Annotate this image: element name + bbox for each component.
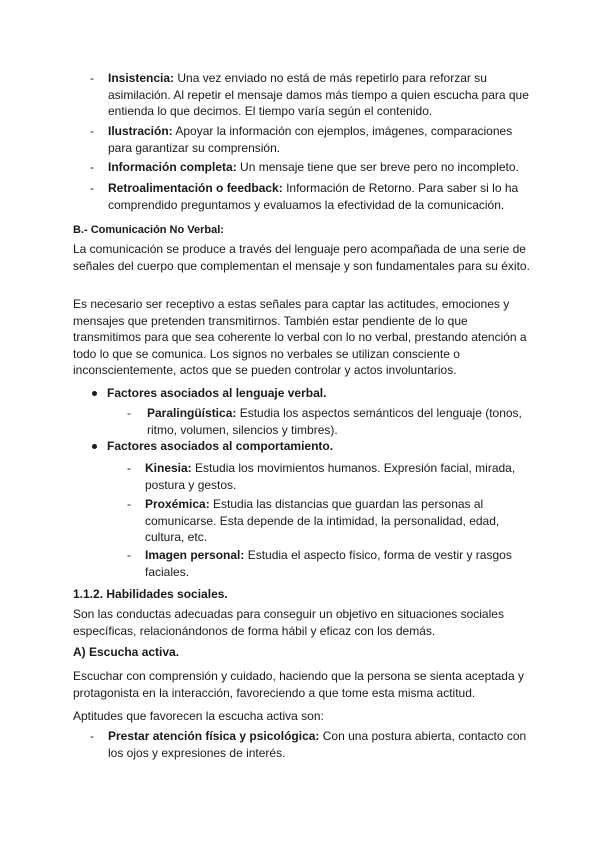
paragraph: Es necesario ser receptivo a estas señales para captar las actitudes, emociones y mensajes que pretenden transmitirnos. También estar pendiente de lo que transmitimos para que sea coherente lo verbal con lo no verbal, prestando atención a todo lo que se comunica. Los signos no verbales se utilizan consciente o inconscientemente, actos que se pueden controlar y actos involuntarios. [73, 297, 527, 377]
list-item [90, 180, 530, 213]
section-heading: 1.1.2. Habilidades sociales. [73, 587, 228, 601]
item-term: Retroalimentación o feedback: [108, 181, 283, 195]
paragraph: Aptitudes que favorecen la escucha activa son: [73, 709, 324, 723]
bullet-marker [92, 391, 97, 396]
item-term: Prestar atención física y psicológica: [108, 729, 320, 743]
item-desc: Estudia los movimientos humanos. Expresión facial, mirada, postura y gestos. [145, 461, 516, 492]
item-term: Ilustración: [108, 124, 173, 138]
list-item [127, 405, 527, 438]
factor-title: Factores asociados al comportamiento. [107, 439, 334, 453]
bullet-marker [92, 444, 97, 449]
dash-marker: - [90, 181, 94, 195]
item-desc: Apoyar la información con ejemplos, imágenes, comparaciones para garantizar su comprensión. [108, 124, 513, 155]
dash-marker: - [90, 160, 94, 174]
item-term: Proxémica: [145, 497, 210, 511]
item-desc: Información de Retorno. Para saber si lo ha comprendido preguntamos y evaluamos la efectividad de la comunicación. [108, 181, 519, 212]
dash-marker: - [90, 71, 94, 85]
dash-marker: - [127, 548, 131, 562]
dash-marker: - [90, 729, 94, 743]
item-desc: Una vez enviado no está de más repetirlo para reforzar su asimilación. Al repetir el mensaje damos más tiempo a quien escucha para que entienda lo que decimos. El tiempo varía según el contenido. [108, 71, 529, 118]
dash-marker: - [127, 497, 131, 511]
list-item [127, 496, 527, 546]
factor-title: Factores asociados al lenguaje verbal. [107, 386, 327, 400]
item-term: Kinesia: [145, 461, 192, 475]
list-item [90, 728, 530, 761]
list-item [90, 123, 530, 156]
paragraph: Son las conductas adecuadas para conseguir un objetivo en situaciones sociales específicas, relacionándonos de forma hábil y eficaz con los demás. [73, 607, 504, 638]
item-desc: Estudia las distancias que guardan las personas al comunicarse. Esta depende de la intimidad, la personalidad, edad, cultura, etc. [145, 497, 500, 544]
list-item [90, 70, 530, 120]
item-desc: Estudia el aspecto físico, forma de vestir y rasgos faciales. [145, 548, 512, 579]
item-desc: Con una postura abierta, contacto con los ojos y expresiones de interés. [108, 729, 527, 760]
dash-marker: - [127, 406, 131, 420]
list-item [90, 159, 530, 176]
paragraph: La comunicación se produce a través del lenguaje pero acompañada de una serie de señales del cuerpo que complementan el mensaje y son fundamentales para su éxito. [73, 242, 530, 273]
item-desc: Un mensaje tiene que ser breve pero no incompleto. [240, 160, 519, 174]
dash-marker: - [90, 124, 94, 138]
item-desc: Estudia los aspectos semánticos del lenguaje (tonos, ritmo, volumen, silencios y timbres). [147, 406, 522, 437]
list-item [127, 460, 527, 493]
item-term: Insistencia: [108, 71, 175, 85]
item-term: Paralingüística: [147, 406, 237, 420]
section-heading: A) Escucha activa. [73, 645, 180, 659]
section-heading: B.- Comunicación No Verbal: [73, 224, 224, 236]
list-item [127, 547, 527, 580]
item-term: Imagen personal: [145, 548, 245, 562]
dash-marker: - [127, 461, 131, 475]
paragraph: Escuchar con comprensión y cuidado, haciendo que la persona se sienta aceptada y protagonista en la interacción, favoreciendo a que tome esta misma actitud. [73, 669, 524, 700]
item-term: Información completa: [108, 160, 237, 174]
